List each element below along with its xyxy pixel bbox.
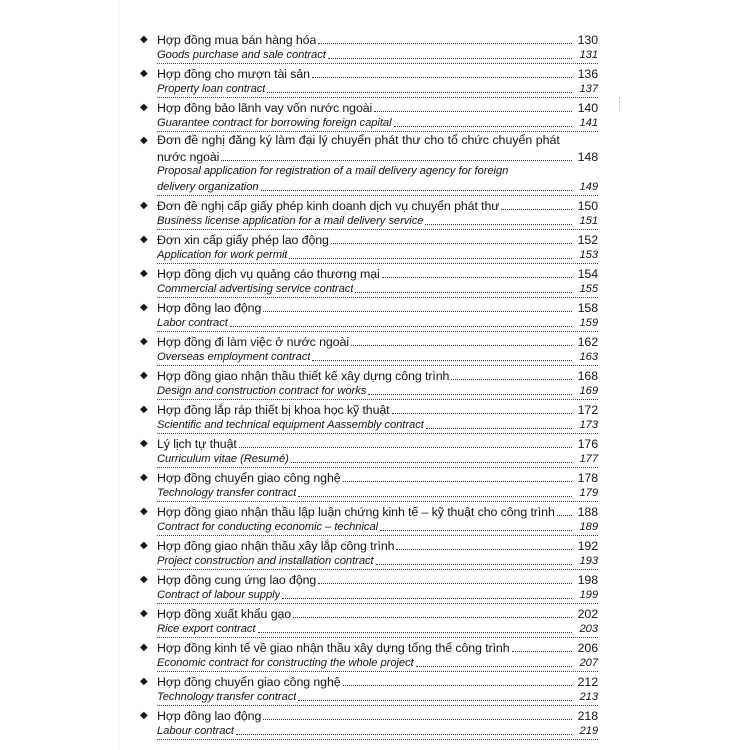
toc-entry-en-title: Technology transfer contract <box>157 691 297 703</box>
entry-divider <box>157 637 598 638</box>
dot-leader <box>289 258 572 259</box>
toc-entry-vi-page-number: 152 <box>577 232 598 247</box>
toc-entry-vi-page-number: 168 <box>577 368 598 383</box>
diamond-bullet-icon: ◆ <box>140 607 148 619</box>
toc-entry-en-title: Contract for conducting economic – technical <box>157 521 379 533</box>
toc-entry-en-line <box>140 451 598 467</box>
toc-entry-vi-line <box>140 148 598 164</box>
toc-entry-vi-title-continuation: nước ngoài <box>157 149 220 164</box>
toc-entry-en-page-number: 169 <box>579 385 598 397</box>
toc-entry-vi-line <box>140 31 598 47</box>
dot-leader <box>368 394 572 395</box>
toc-entry-en-title: Economic contract for constructing the whole project <box>157 657 414 669</box>
toc-entry-en-line <box>140 655 598 671</box>
entry-divider <box>157 501 598 502</box>
toc-entry-vi-title: Lý lịch tự thuật <box>157 436 237 451</box>
toc-entry-en-line <box>140 81 598 97</box>
toc-entry-vi-page-number: 188 <box>577 504 598 519</box>
toc-entry-vi-title-line <box>140 133 598 148</box>
toc-entry-en-title: Guarantee contract for borrowing foreign capital <box>157 117 392 129</box>
diamond-bullet-icon: ◆ <box>140 437 148 449</box>
toc-entry-vi-title: Hợp đồng chuyển giao công nghệ <box>157 470 341 485</box>
toc-entry-en-page-number: 213 <box>579 691 598 703</box>
toc-entry-en-title: Property loan contract <box>157 83 266 95</box>
diamond-bullet-icon: ◆ <box>140 505 148 517</box>
diamond-bullet-icon: ◆ <box>140 267 148 279</box>
toc-entry-en-page-number: 155 <box>579 283 598 295</box>
toc-entry-en-title-continuation: delivery organization <box>157 181 259 193</box>
dot-leader <box>263 311 572 312</box>
dot-leader <box>298 496 572 497</box>
toc-entry-en-line <box>140 383 598 399</box>
dot-leader <box>236 734 572 735</box>
toc-entry <box>140 31 598 64</box>
toc-entry-vi-line <box>140 299 598 315</box>
toc-entry <box>140 707 598 740</box>
toc-entry-en-page-number: 163 <box>579 351 598 363</box>
toc-entry-vi-line <box>140 435 598 451</box>
dot-leader <box>376 564 572 565</box>
toc-entry-en-line <box>140 689 598 705</box>
dot-leader <box>343 481 572 482</box>
toc-entry-en-line <box>140 179 598 195</box>
toc-entry-en-page-number: 149 <box>579 181 598 193</box>
toc-entry-en-line <box>140 723 598 739</box>
dot-leader <box>230 326 572 327</box>
toc-entry-en-page-number: 179 <box>579 487 598 499</box>
toc-entry-vi-title: Hợp đồng mua bán hàng hóa <box>157 32 317 47</box>
dot-leader <box>380 530 572 531</box>
table-of-contents <box>140 31 598 741</box>
dot-leader <box>451 379 572 380</box>
page-gutter-shadow <box>118 0 120 750</box>
toc-entry <box>140 333 598 366</box>
toc-entry-vi-title: Hợp đồng cung ứng lao động <box>157 572 317 587</box>
diamond-bullet-icon: ◆ <box>140 675 148 687</box>
toc-entry <box>140 469 598 502</box>
toc-entry-vi-page-number: 162 <box>577 334 598 349</box>
toc-entry-en-title: Business license application for a mail delivery service <box>157 215 424 227</box>
toc-entry-en-line <box>140 587 598 603</box>
toc-entry-en-page-number: 219 <box>579 725 598 737</box>
toc-entry <box>140 435 598 468</box>
toc-entry-en-line <box>140 417 598 433</box>
toc-entry-en-line <box>140 349 598 365</box>
entry-divider <box>157 433 598 434</box>
toc-entry-en-title: Rice export contract <box>157 623 256 635</box>
diamond-bullet-icon: ◆ <box>140 101 148 113</box>
toc-entry-vi-title: Hợp đồng kinh tế về giao nhận thầu xây dựng tổng thể công trình <box>157 640 510 655</box>
toc-entry-vi-page-number: 150 <box>577 198 598 213</box>
toc-entry-vi-title: Đơn xin cấp giấy phép lao động <box>157 232 329 247</box>
toc-entry-vi-title: Hợp đồng đi làm việc ở nước ngoài <box>157 334 349 349</box>
dot-leader <box>318 43 572 44</box>
margin-mark <box>619 97 621 111</box>
toc-entry-en-page-number: 173 <box>579 419 598 431</box>
dot-leader <box>382 277 572 278</box>
dot-leader <box>312 360 572 361</box>
dot-leader <box>331 243 572 244</box>
toc-entry-vi-page-number: 130 <box>577 32 598 47</box>
diamond-bullet-icon: ◆ <box>140 471 148 483</box>
entry-divider <box>157 569 598 570</box>
toc-entry <box>140 503 598 536</box>
entry-divider <box>157 195 598 196</box>
diamond-bullet-icon: ◆ <box>140 335 148 347</box>
dot-leader <box>394 126 572 127</box>
toc-entry-vi-line <box>140 333 598 349</box>
diamond-bullet-icon: ◆ <box>140 539 148 551</box>
toc-entry-vi-title: Hợp đồng dịch vụ quảng cáo thương mại <box>157 266 380 281</box>
entry-divider <box>157 399 598 400</box>
toc-entry-en-line <box>140 281 598 297</box>
diamond-bullet-icon: ◆ <box>140 369 148 381</box>
toc-entry-vi-page-number: 172 <box>577 402 598 417</box>
dot-leader <box>426 428 572 429</box>
diamond-bullet-icon: ◆ <box>140 403 148 415</box>
toc-entry <box>140 133 598 196</box>
dot-leader <box>355 292 572 293</box>
toc-entry-vi-line <box>140 99 598 115</box>
toc-entry-en-title: Contract of labour supply <box>157 589 281 601</box>
diamond-bullet-icon: ◆ <box>140 709 148 721</box>
toc-entry-vi-title: Hợp đồng giao nhận thầu xây lắp công trình <box>157 538 395 553</box>
toc-entry-en-page-number: 151 <box>579 215 598 227</box>
toc-entry <box>140 99 598 132</box>
diamond-bullet-icon: ◆ <box>140 233 148 245</box>
toc-entry-vi-line <box>140 537 598 553</box>
toc-entry-vi-line <box>140 401 598 417</box>
dot-leader <box>351 345 572 346</box>
toc-entry-en-line <box>140 247 598 263</box>
toc-entry-vi-page-number: 178 <box>577 470 598 485</box>
toc-entry-en-title: Application for work permit <box>157 249 288 261</box>
dot-leader <box>396 549 572 550</box>
toc-entry-en-line <box>140 315 598 331</box>
toc-entry <box>140 299 598 332</box>
toc-entry-en-title: Technology transfer contract <box>157 487 297 499</box>
toc-entry-en-line <box>140 519 598 535</box>
toc-entry-vi-page-number: 218 <box>577 708 598 723</box>
toc-entry-en-title: Overseas employment contract <box>157 351 311 363</box>
toc-entry-vi-title: Đơn đề nghị đăng ký làm đại lý chuyển phát thư cho tổ chức chuyển phát <box>157 133 560 147</box>
toc-entry-vi-line <box>140 673 598 689</box>
toc-entry-vi-page-number: 148 <box>577 149 598 164</box>
dot-leader <box>258 632 573 633</box>
toc-entry <box>140 231 598 264</box>
toc-entry-vi-title: Hợp đồng lao động <box>157 300 262 315</box>
toc-entry-en-line <box>140 213 598 229</box>
toc-entry-en-page-number: 199 <box>579 589 598 601</box>
toc-entry-en-page-number: 207 <box>579 657 598 669</box>
toc-entry-en-title: Commercial advertising service contract <box>157 283 354 295</box>
dot-leader <box>267 92 572 93</box>
entry-divider <box>157 739 598 740</box>
toc-entry-en-line <box>140 47 598 63</box>
toc-entry <box>140 673 598 706</box>
dot-leader <box>501 209 572 210</box>
diamond-bullet-icon: ◆ <box>140 573 148 585</box>
toc-entry-en-title: Design and construction contract for works <box>157 385 367 397</box>
toc-entry-vi-title: Đơn đề nghị cấp giấy phép kinh doanh dịch vụ chuyển phát thư <box>157 198 500 213</box>
toc-entry-en-page-number: 137 <box>579 83 598 95</box>
toc-entry-en-page-number: 141 <box>579 117 598 129</box>
entry-divider <box>157 671 598 672</box>
toc-entry-vi-line <box>140 571 598 587</box>
toc-entry <box>140 401 598 434</box>
entry-divider <box>157 97 598 98</box>
diamond-bullet-icon: ◆ <box>140 641 148 653</box>
toc-entry-vi-page-number: 202 <box>577 606 598 621</box>
dot-leader <box>512 651 573 652</box>
entry-divider <box>157 297 598 298</box>
toc-entry-en-page-number: 153 <box>579 249 598 261</box>
toc-entry-vi-title: Hợp đồng xuất khẩu gạo <box>157 606 292 621</box>
dot-leader <box>239 447 572 448</box>
entry-divider <box>157 705 598 706</box>
toc-entry-en-title: Project construction and installation contract <box>157 555 374 567</box>
toc-entry-vi-line <box>140 265 598 281</box>
diamond-bullet-icon: ◆ <box>140 67 148 79</box>
toc-entry-vi-title: Hợp đồng giao nhận thầu lập luận chứng kinh tế – kỹ thuật cho công trình <box>157 504 555 519</box>
toc-entry-vi-line <box>140 605 598 621</box>
toc-entry-vi-page-number: 154 <box>577 266 598 281</box>
entry-divider <box>157 331 598 332</box>
dot-leader <box>261 190 572 191</box>
toc-entry <box>140 639 598 672</box>
toc-entry <box>140 265 598 298</box>
dot-leader <box>416 666 572 667</box>
toc-entry-en-title: Proposal application for registration of a mail delivery agency for foreign <box>157 164 509 177</box>
toc-entry-vi-title: Hợp đồng bảo lãnh vay vốn nước ngoài <box>157 100 373 115</box>
toc-entry-en-title-line <box>140 164 598 179</box>
toc-entry-vi-page-number: 212 <box>577 674 598 689</box>
dot-leader <box>425 224 572 225</box>
toc-entry-vi-line <box>140 503 598 519</box>
entry-divider <box>157 263 598 264</box>
toc-entry-vi-page-number: 176 <box>577 436 598 451</box>
dot-leader <box>343 685 572 686</box>
toc-entry-en-line <box>140 621 598 637</box>
toc-entry-vi-page-number: 136 <box>577 66 598 81</box>
dot-leader <box>328 58 572 59</box>
dot-leader <box>221 160 572 161</box>
dot-leader <box>298 700 572 701</box>
diamond-bullet-icon: ◆ <box>140 33 148 45</box>
entry-divider <box>157 467 598 468</box>
toc-entry-vi-page-number: 140 <box>577 100 598 115</box>
dot-leader <box>374 111 572 112</box>
toc-entry-vi-line <box>140 65 598 81</box>
toc-entry-en-page-number: 177 <box>579 453 598 465</box>
diamond-bullet-icon: ◆ <box>140 301 148 313</box>
toc-entry <box>140 65 598 98</box>
entry-divider <box>157 365 598 366</box>
entry-divider <box>157 603 598 604</box>
toc-entry-vi-line <box>140 639 598 655</box>
toc-entry-vi-title: Hợp đồng lao động <box>157 708 262 723</box>
entry-divider <box>157 229 598 230</box>
toc-entry-en-page-number: 131 <box>579 49 598 61</box>
toc-entry-vi-line <box>140 231 598 247</box>
toc-entry-en-page-number: 203 <box>579 623 598 635</box>
toc-entry-en-line <box>140 485 598 501</box>
dot-leader <box>291 462 572 463</box>
toc-entry-vi-page-number: 198 <box>577 572 598 587</box>
dot-leader <box>282 598 572 599</box>
diamond-bullet-icon: ◆ <box>140 199 148 211</box>
toc-entry-en-title: Labour contract <box>157 725 234 737</box>
dot-leader <box>312 77 572 78</box>
entry-divider <box>157 63 598 64</box>
diamond-bullet-icon: ◆ <box>140 135 148 146</box>
toc-entry-vi-title: Hợp đồng giao nhận thầu thiết kế xây dựng công trình <box>157 368 450 383</box>
toc-entry-en-title: Scientific and technical equipment Aassembly contract <box>157 419 424 431</box>
toc-entry <box>140 367 598 400</box>
dot-leader <box>392 413 572 414</box>
toc-entry-vi-title: Hợp đồng chuyển giao công nghệ <box>157 674 341 689</box>
toc-entry-en-title: Labor contract <box>157 317 228 329</box>
toc-entry-en-title: Curriculum vitae (Resumé) <box>157 453 289 465</box>
entry-divider <box>157 535 598 536</box>
toc-entry <box>140 571 598 604</box>
entry-divider <box>157 131 598 132</box>
toc-entry-en-line <box>140 115 598 131</box>
toc-entry-vi-page-number: 206 <box>577 640 598 655</box>
toc-entry-vi-title: Hợp đồng cho mượn tài sản <box>157 66 310 81</box>
toc-entry-en-page-number: 189 <box>579 521 598 533</box>
toc-entry-vi-page-number: 192 <box>577 538 598 553</box>
toc-entry-en-line <box>140 553 598 569</box>
toc-entry-en-page-number: 159 <box>579 317 598 329</box>
toc-entry <box>140 605 598 638</box>
toc-entry-en-page-number: 193 <box>579 555 598 567</box>
toc-entry-vi-line <box>140 367 598 383</box>
toc-entry-vi-line <box>140 707 598 723</box>
toc-entry <box>140 537 598 570</box>
toc-entry-vi-line <box>140 469 598 485</box>
toc-entry-en-title: Goods purchase and sale contract <box>157 49 326 61</box>
dot-leader <box>318 583 572 584</box>
toc-entry-vi-title: Hợp đồng lắp ráp thiết bị khoa học kỹ thuật <box>157 402 390 417</box>
toc-entry-vi-line <box>140 197 598 213</box>
dot-leader <box>557 515 572 516</box>
toc-entry-vi-page-number: 158 <box>577 300 598 315</box>
toc-entry <box>140 197 598 230</box>
dot-leader <box>263 719 572 720</box>
dot-leader <box>293 617 572 618</box>
